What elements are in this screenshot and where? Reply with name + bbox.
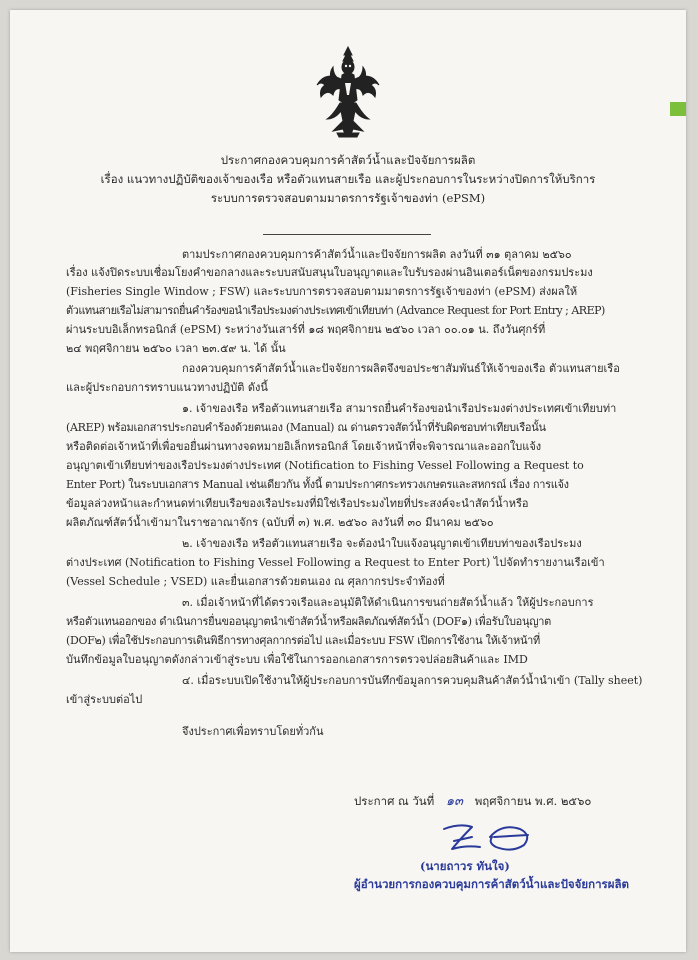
document-page bbox=[10, 10, 686, 952]
item4-line: เข้าสู่ระบบต่อไป bbox=[66, 693, 143, 706]
announcement-date bbox=[354, 790, 591, 811]
garuda-emblem-icon bbox=[313, 45, 383, 140]
para1-line: ตัวแทนสายเรือไม่สามารถยื่นคำร้องขอนำเรือประมงต่างประเทศเข้าเทียบท่า (Advance Request for Port Entry ; AREP) bbox=[66, 304, 605, 317]
para2-line: และผู้ประกอบการทราบแนวทางปฏิบัติ ดังนี้ bbox=[66, 381, 268, 394]
closing-statement: จึงประกาศเพื่อทราบโดยทั่วกัน bbox=[182, 725, 324, 738]
para2-line: กองควบคุมการค้าสัตว์น้ำและปัจจัยการผลิตจึงขอประชาสัมพันธ์ให้เจ้าของเรือ ตัวแทนสายเรือ bbox=[182, 362, 620, 375]
announcement-subject-cont: ระบบการตรวจสอบตามมาตรการรัฐเจ้าของท่า (ePSM) bbox=[210, 191, 486, 205]
item1-line: Enter Port) ในระบบเอกสาร Manual เช่นเดียวกัน ทั้งนี้ ตามประกาศกระทรวงเกษตรและสหกรณ์ เรื่อง การแจ้ง bbox=[66, 478, 569, 491]
announcement-subject: เรื่อง แนวทางปฏิบัติของเจ้าของเรือ หรือตัวแทนสายเรือ และผู้ประกอบการในระหว่างปิดการให้บริการ bbox=[100, 172, 596, 186]
announcement-title: ประกาศกองควบคุมการค้าสัตว์น้ำและปัจจัยการผลิต bbox=[220, 153, 476, 167]
item4-line: ๔. เมื่อระบบเปิดใช้งานให้ผู้ประกอบการบันทึกข้อมูลการควบคุมสินค้าสัตว์น้ำนำเข้า (Tally sheet) bbox=[182, 674, 643, 687]
item1-line: หรือติดต่อเจ้าหน้าที่เพื่อขอยื่นผ่านทางจดหมายอิเล็กทรอนิกส์ โดยเจ้าหน้าที่จะพิจารณาและออกใบแจ้ง bbox=[66, 440, 542, 453]
item1-line: ๑. เจ้าของเรือ หรือตัวแทนสายเรือ สามารถยื่นคำร้องขอนำเรือประมงต่างประเทศเข้าเทียบท่า bbox=[182, 402, 617, 415]
signatory-name: (นายถาวร ทันใจ) bbox=[420, 859, 510, 873]
item1-line: (AREP) พร้อมเอกสารประกอบคำร้องด้วยตนเอง (Manual) ณ ด่านตรวจสัตว์น้ำที่รับผิดชอบท่าเทียบเรือนั้น bbox=[66, 421, 546, 434]
green-tab-marker bbox=[670, 102, 686, 116]
para1-line: ผ่านระบบอิเล็กทรอนิกส์ (ePSM) ระหว่างวันเสาร์ที่ ๑๘ พฤศจิกายน ๒๕๖๐ เวลา ๐๐.๐๑ น. ถึงวันศุกร์ที่ bbox=[66, 323, 546, 336]
item2-line: ต่างประเทศ (Notification to Fishing Vessel Following a Request to Enter Port) ไปจัดทำรายงานเรือเข้า bbox=[66, 556, 605, 569]
title-divider bbox=[263, 234, 431, 235]
para1-line: (Fisheries Single Window ; FSW) และระบบการตรวจสอบตามมาตรการรัฐเจ้าของท่า (ePSM) ส่งผลให้ bbox=[66, 285, 578, 298]
item1-line: ผลิตภัณฑ์สัตว์น้ำเข้ามาในราชอาณาจักร (ฉบับที่ ๓) พ.ศ. ๒๕๖๐ ลงวันที่ ๓๐ มีนาคม ๒๕๖๐ bbox=[66, 516, 494, 529]
date-suffix: พฤศจิกายน พ.ศ. ๒๕๖๐ bbox=[474, 794, 592, 808]
item1-line: อนุญาตเข้าเทียบท่าของเรือประมงต่างประเทศ (Notification to Fishing Vessel Following a Request to bbox=[66, 459, 584, 472]
handwritten-signature-icon bbox=[432, 815, 552, 863]
signatory-title: ผู้อำนวยการกองควบคุมการค้าสัตว์น้ำและปัจจัยการผลิต bbox=[354, 877, 629, 891]
item3-line: (DOF๒) เพื่อใช้ประกอบการเดินพิธีการทางศุลกากรต่อไป และเมื่อระบบ FSW เปิดการใช้งาน ให้เจ้าหน้าที่ bbox=[66, 634, 541, 647]
para1-line: ๒๔ พฤศจิกายน ๒๕๖๐ เวลา ๒๓.๕๙ น. ได้ นั้น bbox=[66, 342, 286, 355]
item3-line: หรือตัวแทนออกของ ดำเนินการยื่นขออนุญาตนำเข้าสัตว์น้ำหรือผลิตภัณฑ์สัตว์น้ำ (DOF๑) เพื่อรับใบอนุญาต bbox=[66, 615, 551, 628]
date-prefix: ประกาศ ณ วันที่ bbox=[354, 794, 435, 808]
para1-line: เรื่อง แจ้งปิดระบบเชื่อมโยงคำขอกลางและระบบสนับสนุนใบอนุญาตและใบรับรองผ่านอินเตอร์เน็ตของกรมประมง bbox=[66, 266, 593, 279]
item1-line: ข้อมูลล่วงหน้าและกำหนดท่าเทียบเรือของเรือประมงที่มิใช่เรือประมงไทยที่ประสงค์จะนำสัตว์น้ำหรือ bbox=[66, 497, 529, 510]
item2-line: (Vessel Schedule ; VSED) และยื่นเอกสารด้วยตนเอง ณ ศุลกากรประจำท้องที่ bbox=[66, 575, 445, 588]
date-day-handwritten: ๑๓ bbox=[445, 794, 464, 809]
para1-line: ตามประกาศกองควบคุมการค้าสัตว์น้ำและปัจจัยการผลิต ลงวันที่ ๓๑ ตุลาคม ๒๕๖๐ bbox=[182, 248, 572, 261]
item3-line: บันทึกข้อมูลใบอนุญาตดังกล่าวเข้าสู่ระบบ เพื่อใช้ในการออกเอกสารการตรวจปล่อยสินค้าและ IMD bbox=[66, 653, 528, 666]
item3-line: ๓. เมื่อเจ้าหน้าที่ได้ตรวจเรือและอนุมัติให้ดำเนินการขนถ่ายสัตว์น้ำแล้ว ให้ผู้ประกอบการ bbox=[182, 596, 594, 609]
item2-line: ๒. เจ้าของเรือ หรือตัวแทนสายเรือ จะต้องนำใบแจ้งอนุญาตเข้าเทียบท่าของเรือประมง bbox=[182, 537, 582, 550]
